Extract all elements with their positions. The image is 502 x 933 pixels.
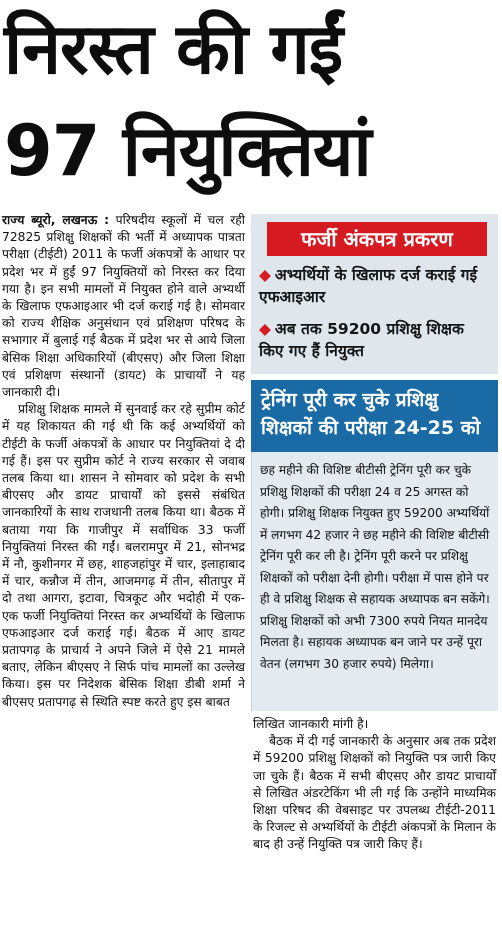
- headline-line-2: 97 नियुक्तियां: [4, 110, 371, 192]
- sidebar-bullet-2: ◆ अब तक 59200 प्रशिक्षु शिक्षक किए गए हैं नियुक्त: [259, 320, 464, 360]
- headline: [0, 0, 502, 205]
- sidebar-bullet-1: ◆ अभ्यर्थियों के खिलाफ दर्ज कराई गई एफआइआर: [259, 266, 478, 306]
- sidebar-box: [251, 214, 498, 374]
- training-box: [251, 452, 498, 711]
- article-paragraph-3: बैठक में दी गई जानकारी के अनुसार अब तक प्रदेश में 59200 प्रशिक्षु शिक्षकों को नियुक्ति पत्र जारी किए जा चुके हैं। बैठक में सभी बीएसए और डायट प्राचार्यों से लिखित अंडरटेकिंग भी ली गई कि उन्होंने माध्यमिक शिक्षा परिषद की वेबसाइट पर उपलब्ध टीईटी-2011 के रिजल्ट से अभ्यर्थियों के टीईटी अंकपत्रों के मिलान के बाद ही उन्हें नियुक्ति पत्र जारी किए हैं।: [253, 734, 496, 852]
- sidebar-title: फर्जी अंकपत्र प्रकरण: [267, 222, 487, 256]
- headline-line-1: निरस्त की गईं: [4, 8, 343, 90]
- article-continuation: लिखित जानकारी मांगी है।: [253, 717, 369, 731]
- training-box-body: छह महीने की विशिष्ट बीटीसी ट्रेनिंग पूरी कर चुके प्रशिक्षु शिक्षकों की परीक्षा 24 व 25 अगस्त को होगी। प्रशिक्षु शिक्षक नियुक्त हुए 59200 अभ्यर्थियों में लगभग 42 हजार ने छह महीने की विशिष्ट बीटीसी ट्रेनिंग पूरी कर ली है। ट्रेनिंग पूरी करने पर प्रशिक्षु शिक्षकों को परीक्षा देनी होगी। परीक्षा में पास होने पर ही वे प्रशिक्षु शिक्षक से सहायक अध्यापक बन सकेंगे। प्रशिक्षु शिक्षकों को अभी 7300 रुपये नियत मानदेय मिलता है। सहायक अध्यापक बन जाने पर उन्हें पूरा वेतन (लगभग 30 हजार रुपये) मिलेगा।: [260, 463, 490, 671]
- article-paragraph-1: [2, 212, 245, 401]
- training-box-title: ट्रेनिंग पूरी कर चुके प्रशिक्षु शिक्षकों की परीक्षा 24-25 को: [251, 380, 498, 452]
- article-left-column: [2, 212, 245, 711]
- article-para1-text: परिषदीय स्कूलों में चल रही 72825 प्रशिक्षु शिक्षकों की भर्ती में अध्यापक पात्रता परीक्षा (टीईटी) 2011 के फर्जी अंकपत्रों के आधार पर प्रदेश भर में हुईं 97 नियुक्तियों को निरस्त कर दिया गया है। इन सभी मामलों में नियुक्त होने वाले अभ्यर्थी के खिलाफ एफआइआर भी दर्ज कराई गई है। सोमवार को राज्य शैक्षिक अनुसंधान एवं प्रशिक्षण परिषद के सभागार में बुलाई गई बैठक में प्रदेश भर से आये जिला बेसिक शिक्षा अधिकारियों (बीएसए) और जिला शिक्षा एवं प्रशिक्षण संस्थानों (डायट) के प्राचार्यों ने यह जानकारी दी।: [2, 213, 245, 400]
- byline: राज्य ब्यूरो, लखनऊ :: [2, 213, 110, 227]
- diamond-bullet-icon: ◆: [259, 266, 271, 284]
- article-right-column: [253, 716, 496, 854]
- article-paragraph-2: प्रशिक्षु शिक्षक मामले में सुनवाई कर रहे सुप्रीम कोर्ट में यह शिकायत की गई थी कि कई अभ्यर्थियों को टीईटी के फर्जी अंकपत्रों के आधार पर नियुक्तियां दे दी गई हैं। इस पर सुप्रीम कोर्ट ने राज्य सरकार से जवाब तलब किया था। शासन ने सोमवार को प्रदेश के सभी बीएसए और डायट प्राचार्यों को इससे संबंधित जानकारियों के साथ राजधानी तलब किया था। बैठक में बताया गया कि गाजीपुर में सर्वाधिक 33 फर्जी नियुक्तियां निरस्त की गईं। बलरामपुर में 21, सोनभद्र में नौ, कुशीनगर में छह, शाहजहांपुर में चार, इलाहाबाद में चार, कन्नौज में तीन, आजमगढ़ में तीन, सीतापुर में दो तथा आगरा, इटावा, चित्रकूट और भदोही में एक-एक फर्जी नियुक्तियां निरस्त कर अभ्यर्थियों के खिलाफ एफआइआर दर्ज कराई गई। बैठक में आए डायट प्रतापगढ़ के प्राचार्य ने अपने जिले में ऐसे 21 मामले बताए, लेकिन बीएसए ने सिर्फ पांच मामलों का उल्लेख किया। इस पर निदेशक बेसिक शिक्षा डीबी शर्मा ने बीएसए प्रतापगढ़ से स्थिति स्पष्ट करते हुए इस बाबत: [2, 402, 245, 709]
- diamond-bullet-icon: ◆: [259, 320, 271, 338]
